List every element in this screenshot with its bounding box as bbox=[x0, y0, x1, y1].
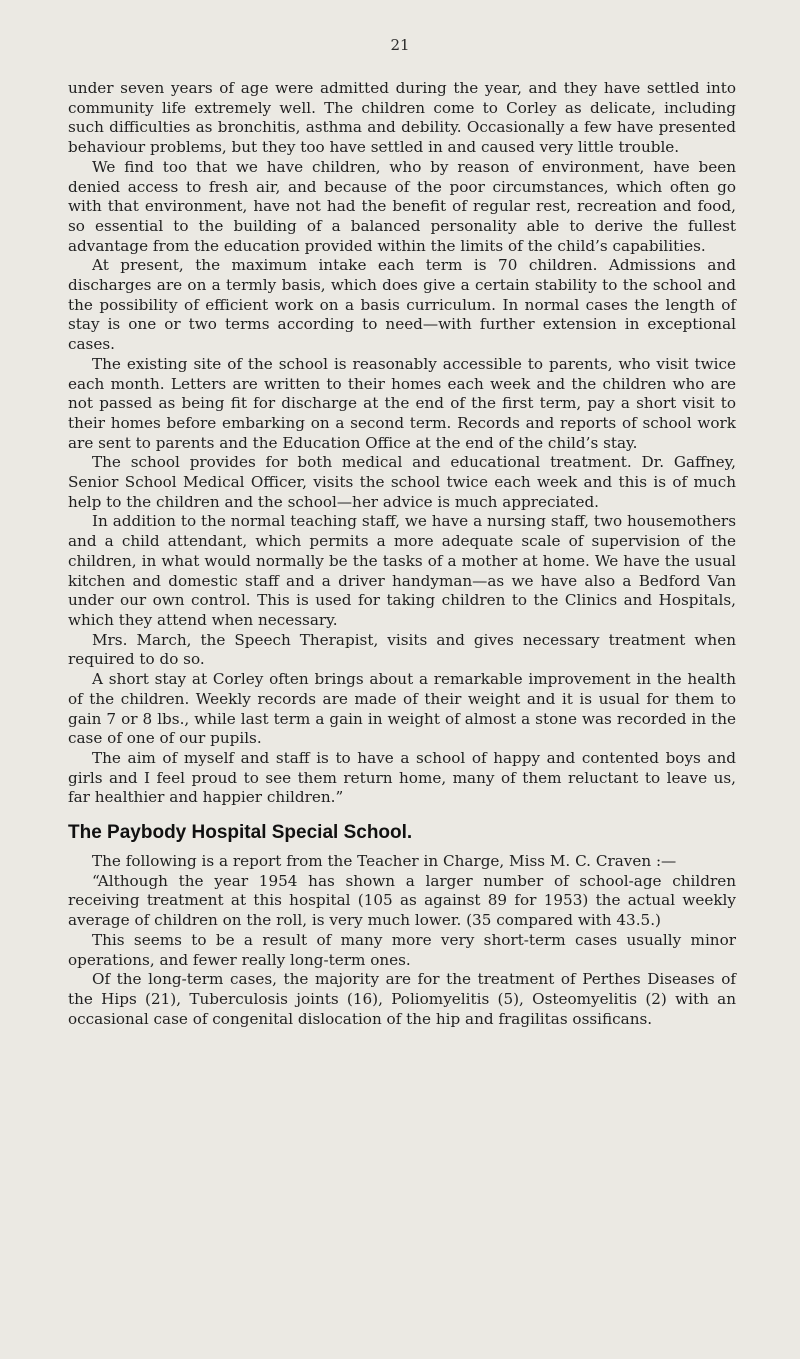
body-paragraph: In addition to the normal teaching staff, we have a nursing staff, two housemothers and a child attendant, which permits a more adequate scale of supervision of the children, in what would normally be the tasks of a mother at home. We have the usual kitchen and domestic staff and a driver handyman—as we have also a Bedford Van under our own control. This is used for taking children to the Clinics and Hospitals, which they attend when necessary. bbox=[68, 512, 736, 629]
body-paragraph: We find too that we have children, who by reason of environment, have been denied access to fresh air, and because of the poor circumstances, which often go with that environment, have not had the benefit of regular rest, recreation and food, so essential to the building of a balanced personality able to derive the fullest advantage from the education provided within the limits of the child’s capabilities. bbox=[68, 157, 736, 255]
body-paragraph: Mrs. March, the Speech Therapist, visits and gives necessary treatment when required to do so. bbox=[68, 630, 736, 669]
page-number: 21 bbox=[390, 36, 410, 54]
body-paragraph: The existing site of the school is reasonably accessible to parents, who visit twice each month. Letters are written to their homes each week and the children who are not passed as being fit for discharge at the end of the first term, pay a short visit to their homes before embarking on a second term. Records and reports of school work are sent to parents and the Education Office at the end of the child’s stay. bbox=[68, 354, 736, 452]
body-paragraph: A short stay at Corley often brings about a remarkable improvement in the health of the children. Weekly records are made of their weight and it is usual for them to gain 7 or 8 lbs., while last term a gain in weight of almost a stone was recorded in the case of one of our pupils. bbox=[68, 670, 736, 748]
section-paragraph: Of the long-term cases, the majority are for the treatment of Perthes Diseases of the Hips (21), Tuberculosis joints (16), Poliomyelitis (5), Osteomyelitis (2) with an occasional case of congenital dislocation of the hip and fragilitas ossificans. bbox=[68, 970, 736, 1028]
section-paragraph: This seems to be a result of many more very short-term cases usually minor operations, and fewer really long-term ones. bbox=[68, 930, 736, 969]
body-paragraph: The aim of myself and staff is to have a school of happy and contented boys and girls and I feel proud to see them return home, many of them reluctant to leave us, far healthier and happier children.” bbox=[68, 748, 736, 807]
section-heading: The Paybody Hospital Special School. bbox=[68, 822, 413, 844]
document-body bbox=[68, 79, 736, 1029]
body-paragraph: At present, the maximum intake each term is 70 children. Admissions and discharges are on a termly basis, which does give a certain stability to the school and the possibility of efficient work on a basis curriculum. In normal cases the length of stay is one or two terms according to need—with further extension in exceptional cases. bbox=[68, 256, 736, 354]
body-paragraph: The school provides for both medical and educational treatment. Dr. Gaffney, Senior School Medical Officer, visits the school twice each week and this is of much help to the children and the school—her advice is much appreciated. bbox=[68, 453, 736, 511]
section-paragraph: “Although the year 1954 has shown a larger number of school-age children receiving treatment at this hospital (105 as against 89 for 1953) the actual weekly average of children on the roll, is very much lower. (35 compared with 43.5.) bbox=[68, 871, 736, 930]
section-paragraph: The following is a report from the Teacher in Charge, Miss M. C. Craven :— bbox=[92, 852, 677, 871]
body-paragraph: under seven years of age were admitted during the year, and they have settled into community life extremely well. The children come to Corley as delicate, including such difficulties as bronchitis, asthma and debility. Occasionally a few have presented behaviour problems, but they too have settled in and caused very little trouble. bbox=[68, 79, 736, 157]
